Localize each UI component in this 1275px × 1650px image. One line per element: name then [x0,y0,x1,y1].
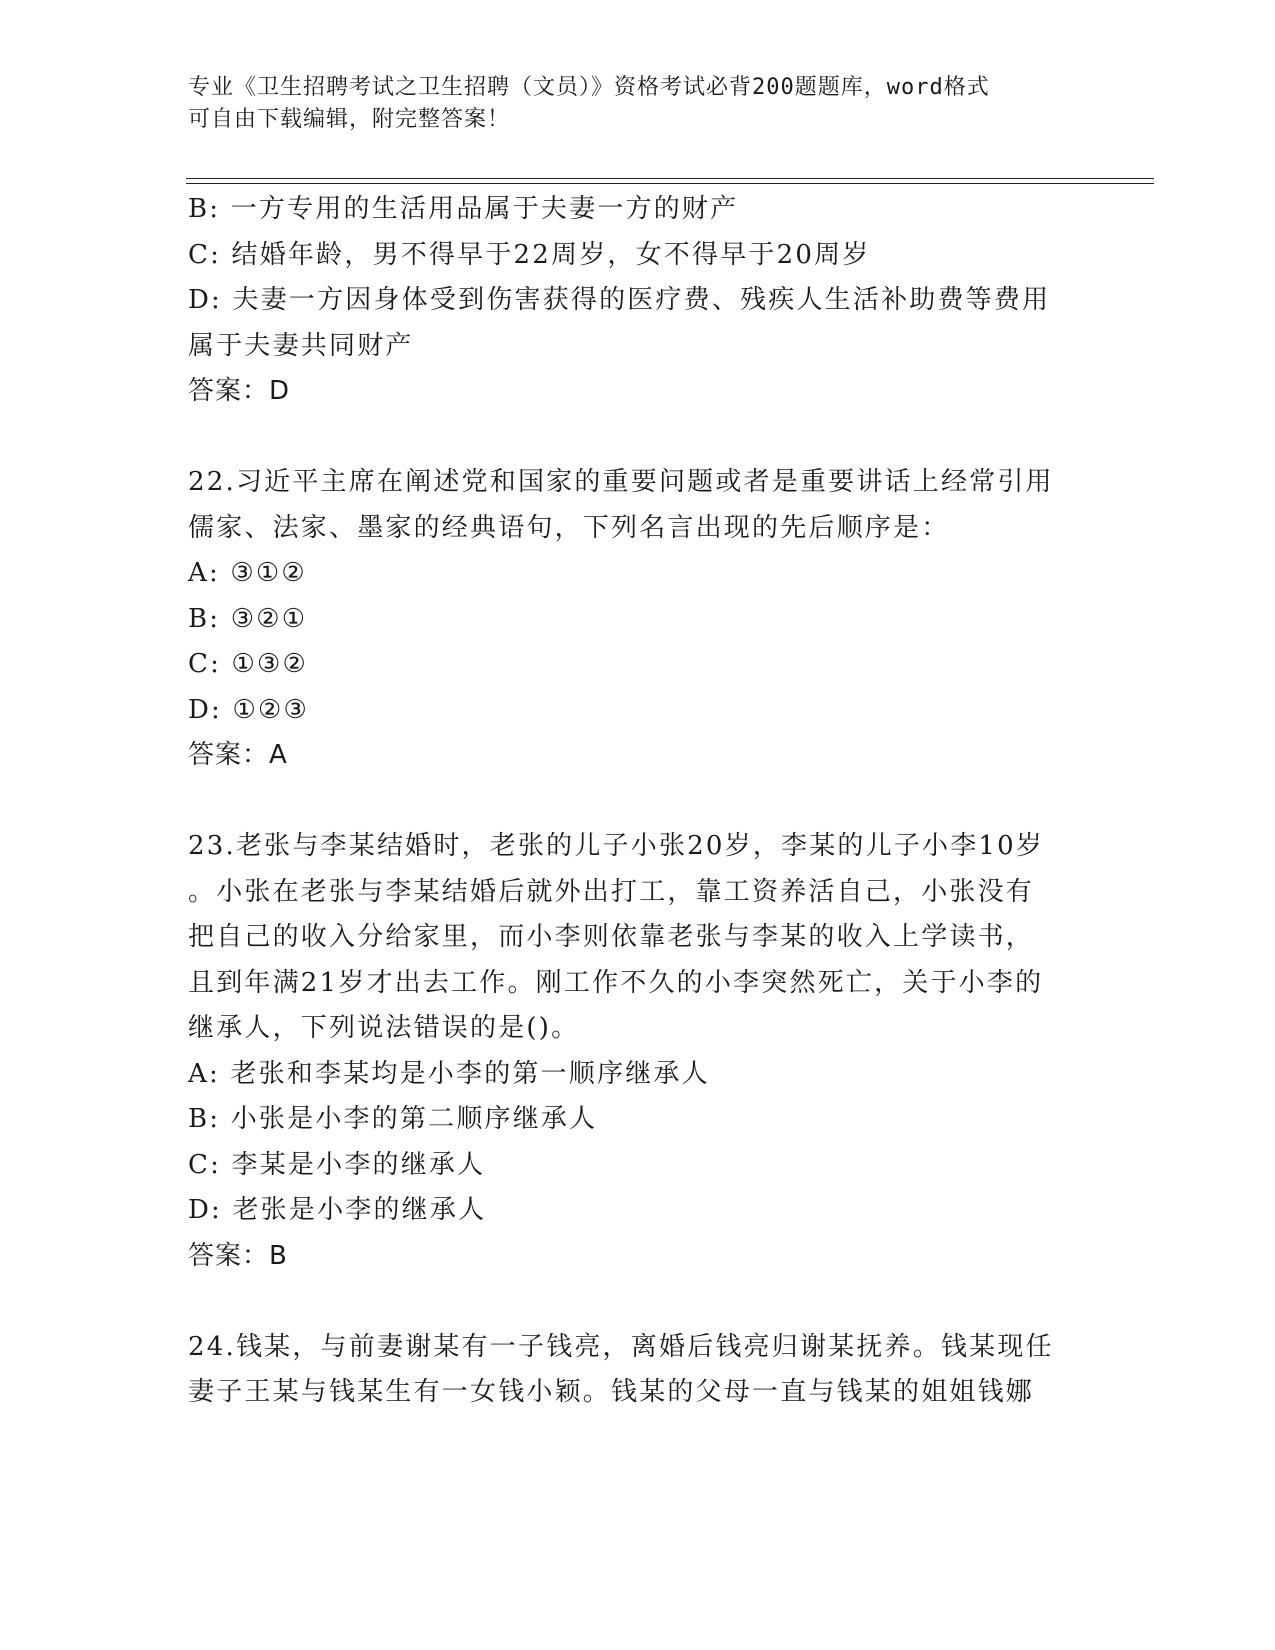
answer: 答案：D [188,376,291,406]
option-d: D: 夫妻一方因身体受到伤害获得的医疗费、残疾人生活补助费等费用 [188,285,1051,315]
option-b: B: 小张是小李的第二顺序继承人 [188,1104,598,1134]
question-stem-continued: 继承人，下列说法错误的是()。 [188,1013,580,1043]
option-d: D: ①②③ [188,694,309,725]
option-d: D: 老张是小李的继承人 [188,1195,487,1225]
header-title-line-2: 可自由下载编辑，附完整答案！ [188,107,511,132]
header-rule-bottom [186,183,1154,184]
option-b: B: 一方专用的生活用品属于夫妻一方的财产 [188,194,739,224]
option-c: C: 李某是小李的继承人 [188,1149,486,1180]
answer: 答案：B [188,1240,288,1271]
question-stem: 22.习近平主席在阐述党和国家的重要问题或者是重要讲话上经常引用 [188,467,1054,497]
question-stem-continued: 妻子王某与钱某生有一女钱小颖。钱某的父母一直与钱某的姐姐钱娜 [188,1377,1035,1407]
question-stem: 23.老张与李某结婚时，老张的儿子小张20岁，李某的儿子小李10岁 [188,831,1045,861]
question-stem-continued: 儒家、法家、墨家的经典语句，下列名言出现的先后顺序是： [188,512,950,543]
option-a: A: ③①② [188,558,307,588]
spacer [188,1279,1088,1325]
document-header [188,72,1068,136]
header-title-line-1: 专业《卫生招聘考试之卫生招聘（文员）》资格考试必背200题题库，word格式 [188,75,990,100]
option-d-continued: 属于夫妻共同财产 [188,330,414,361]
question-22 [188,460,1088,779]
option-b: B: ③②① [188,603,308,634]
option-c: C: ①③② [188,649,309,679]
spacer [188,779,1088,825]
answer: 答案：A [188,740,288,770]
question-stem: 24.钱某，与前妻谢某有一子钱亮，离婚后钱亮归谢某抚养。钱某现任 [188,1331,1054,1362]
question-23 [188,824,1088,1279]
option-c: C: 结婚年龄，男不得早于22周岁，女不得早于20周岁 [188,239,871,270]
spacer [188,415,1088,461]
option-a: A: 老张和李某均是小李的第一顺序继承人 [188,1058,710,1089]
header-rule-top [186,178,1154,179]
question-24 [188,1325,1088,1416]
question-stem-continued: 。小张在老张与李某结婚后就外出打工，靠工资养活自己，小张没有 [188,876,1035,907]
question-stem-continued: 把自己的收入分给家里，而小李则依靠老张与李某的收入上学读书， [188,922,1035,952]
question-stem-continued: 且到年满21岁才出去工作。刚工作不久的小李突然死亡，关于小李的 [188,967,1044,998]
question-21-tail [188,187,1088,415]
document-body [188,187,1088,1416]
